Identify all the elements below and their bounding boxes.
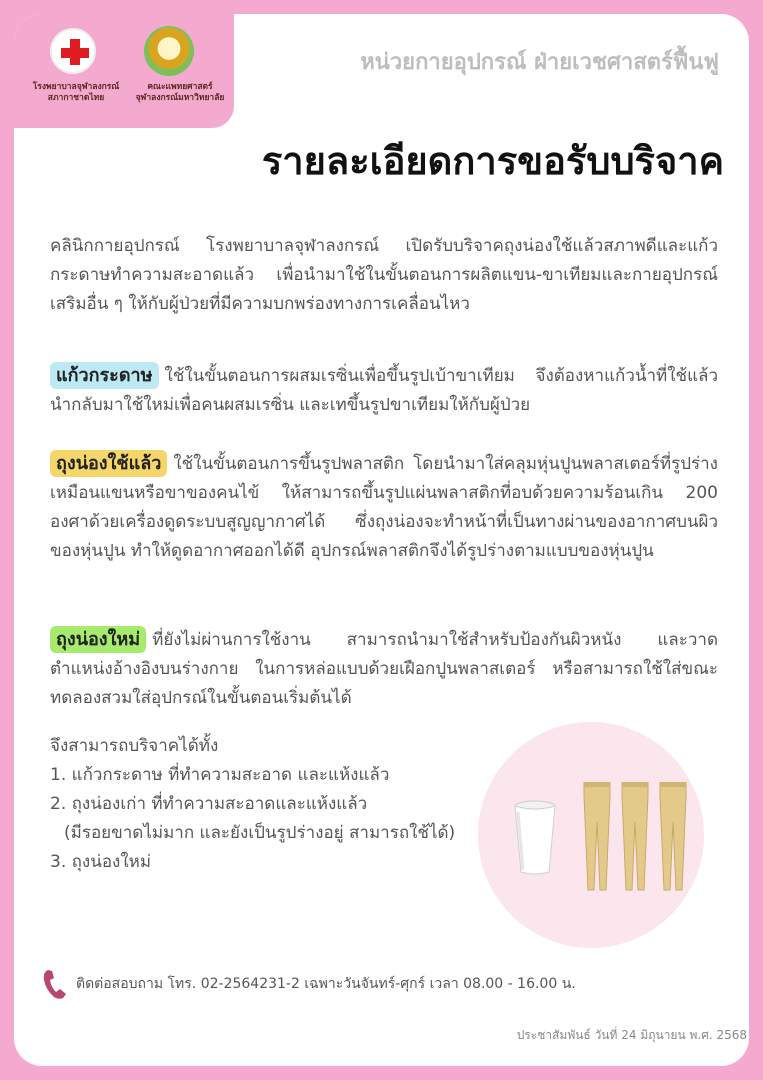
publish-date: ประชาสัมพันธ์ วันที่ 24 มิถุนายน พ.ศ. 2568 xyxy=(516,1028,747,1042)
logo-tab xyxy=(14,14,234,128)
contact-line xyxy=(42,968,576,1000)
section-new-stockings xyxy=(50,626,718,713)
logo-right-caption: คณะแพทยศาสตร์ จุฬาลงกรณ์มหาวิทยาลัย xyxy=(135,82,225,103)
section-used-stockings-text: ใช้ในขั้นตอนการขึ้นรูปพลาสติก โดยนำมาใส่คลุมหุ่นปูนพลาสเตอร์ที่รูปร่างเหมือนแขนหรือขาของคนไข้ ให้สามารถขึ้นรูปแผ่นพลาสติกที่อบด้วยความร้อนเกิน 200 องศาด้วยเครื่องดูดระบบสูญญากาศได้ ซึ่งถุงน่องจะทำหน้าที่เป็นทางผ่านของอากาศบนผิวของหุ่นปูน ทำให้ดูดอากาศออกได้ดี อุปกรณ์พลาสติกจึงได้รูปร่างตามแบบของหุ่นปูน xyxy=(50,454,718,561)
tag-used-stockings: ถุงน่องใช้แล้ว xyxy=(50,450,167,477)
department-name: หน่วยกายอุปกรณ์ ฝ่ายเวชศาสตร์ฟื้นฟู xyxy=(360,50,719,75)
tag-paper-cup: แก้วกระดาษ xyxy=(50,362,159,389)
faculty-seal-icon xyxy=(144,26,194,76)
list-item: 2. ถุงน่องเก่า ที่ทำความสะอาดและแห้งแล้ว xyxy=(50,794,368,814)
section-used-stockings xyxy=(50,450,718,566)
list-item-note: (มีรอยขาดไม่มาก และยังเป็นรูปร่างอยู่ สามารถใช้ได้) xyxy=(64,823,456,843)
intro-paragraph: คลินิกกายอุปกรณ์ โรงพยาบาลจุฬาลงกรณ์ เปิดรับบริจาคถุงน่องใช้แล้วสภาพดีและแก้วกระดาษทำความสะอาดแล้ว เพื่อนำมาใช้ในขั้นตอนการผลิตแขน-ขาเทียมและกายอุปกรณ์เสริมอื่น ๆ ให้กับผู้ป่วยที่มีความบกพร่องทางการเคลื่อนไหว xyxy=(50,236,718,314)
section-new-stockings-text: ที่ยังไม่ผ่านการใช้งาน สามารถนำมาใช้สำหรับป้องกันผิวหนัง และวาดตำแหน่งอ้างอิงบนร่างกาย ในการหล่อแบบด้วยเฝือกปูนพลาสเตอร์ หรือสามารถใช้ใส่ขณะทดลองสวมใส่อุปกรณ์ในขั้นตอนเริ่มต้นได้ xyxy=(50,630,718,708)
logo-area xyxy=(14,14,232,126)
logo-left-caption: โรงพยาบาลจุฬาลงกรณ์ สภากาชาดไทย xyxy=(32,82,120,103)
contact-text: ติดต่อสอบถาม โทร. 02-2564231-2 เฉพาะวันจันทร์-ศุกร์ เวลา 08.00 - 16.00 น. xyxy=(76,976,576,992)
section-paper-cup-text: ใช้ในขั้นตอนการผสมเรซิ่นเพื่อขึ้นรูปเบ้าขาเทียม จึงต้องหาแก้วน้ำที่ใช้แล้ว นำกลับมาใช้ใหม่เพื่อคนผสมเรซิ่น และเทขึ้นรูปขาเทียมให้กับผู้ป่วย xyxy=(50,366,718,415)
paper-cup-icon xyxy=(514,800,556,876)
list-item: 1. แก้วกระดาษ ที่ทำความสะอาด และแห้งแล้ว xyxy=(50,765,390,785)
section-paper-cup xyxy=(50,362,718,420)
list-item: 3. ถุงน่องใหม่ xyxy=(50,852,152,872)
tag-new-stockings: ถุงน่องใหม่ xyxy=(50,626,146,653)
donation-list xyxy=(50,732,520,877)
tights-icon xyxy=(582,782,692,892)
phone-icon xyxy=(42,968,68,1000)
red-cross-logo-icon xyxy=(50,28,96,74)
page-title: รายละเอียดการขอรับบริจาค xyxy=(261,139,724,183)
donation-list-heading: จึงสามารถบริจาคได้ทั้ง xyxy=(50,736,219,756)
